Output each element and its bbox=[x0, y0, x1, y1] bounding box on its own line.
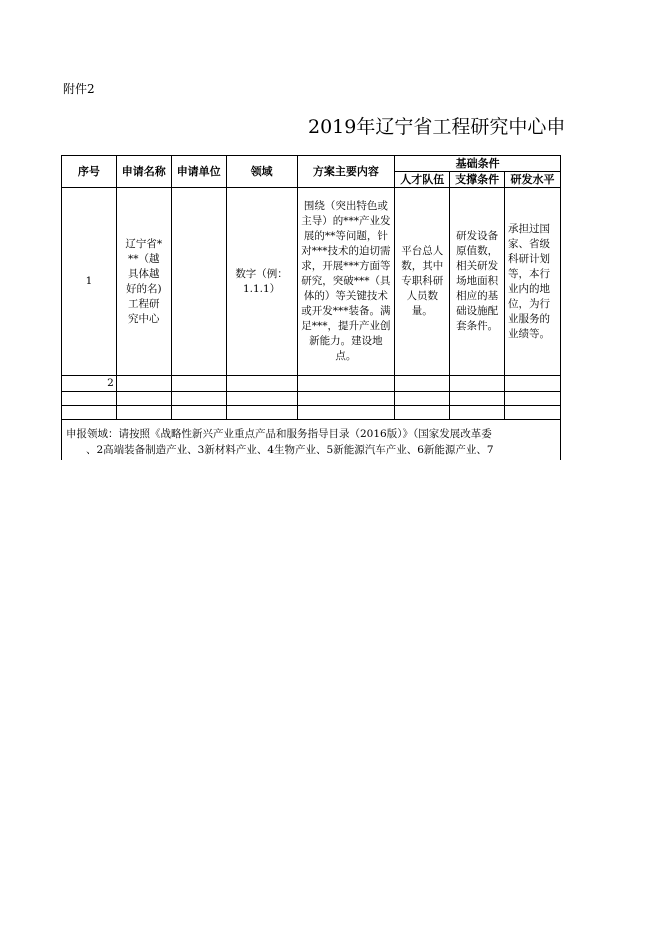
cell-empty[interactable] bbox=[450, 392, 505, 406]
cell-empty[interactable] bbox=[171, 406, 226, 420]
header-name: 申请名称 bbox=[116, 156, 171, 188]
cell-empty[interactable] bbox=[297, 376, 395, 392]
cell-empty[interactable] bbox=[226, 406, 297, 420]
header-seq: 序号 bbox=[62, 156, 117, 188]
cell-unit[interactable] bbox=[171, 188, 226, 376]
header-field: 领域 bbox=[226, 156, 297, 188]
cell-name[interactable]: 辽宁省***（越具体越好的名)工程研究中心 bbox=[116, 188, 171, 376]
cell-empty[interactable] bbox=[171, 392, 226, 406]
header-row-1 bbox=[62, 156, 561, 172]
table-row bbox=[62, 392, 561, 406]
cell-empty[interactable] bbox=[62, 406, 117, 420]
cell-empty[interactable] bbox=[505, 406, 561, 420]
cell-seq[interactable]: 2 bbox=[62, 376, 117, 392]
cell-content[interactable]: 围绕（突出特色或主导）的***产业发展的**等问题，针对***技术的迫切需求，开展***方面等研究，突破***（具体的）等关键技术或开发***装备。满足***，提升产业创新能力。建设地点。 bbox=[297, 188, 395, 376]
cell-empty[interactable] bbox=[505, 376, 561, 392]
cell-research[interactable]: 承担过国家、省级科研计划等，本行业内的地位，为行业服务的业绩等。 bbox=[505, 188, 561, 376]
header-research: 研发水平 bbox=[505, 172, 561, 188]
cell-empty[interactable] bbox=[116, 406, 171, 420]
cell-empty[interactable] bbox=[297, 392, 395, 406]
spreadsheet-view bbox=[61, 155, 561, 460]
table-row bbox=[62, 188, 561, 376]
cell-empty[interactable] bbox=[395, 392, 450, 406]
cell-empty[interactable] bbox=[226, 376, 297, 392]
cell-empty[interactable] bbox=[395, 406, 450, 420]
application-table bbox=[61, 155, 561, 460]
header-content: 方案主要内容 bbox=[297, 156, 395, 188]
cell-empty[interactable] bbox=[171, 376, 226, 392]
cell-empty[interactable] bbox=[226, 392, 297, 406]
table-row bbox=[62, 376, 561, 392]
cell-empty[interactable] bbox=[395, 376, 450, 392]
cell-empty[interactable] bbox=[62, 392, 117, 406]
note-row bbox=[62, 420, 561, 461]
note-line-2: 、2高端装备制造产业、3新材料产业、4生物产业、5新能源汽车产业、6新能源产业、7 bbox=[86, 444, 494, 456]
cell-empty[interactable] bbox=[450, 376, 505, 392]
page-title: 2019年辽宁省工程研究中心申 bbox=[308, 116, 566, 138]
header-talent: 人才队伍 bbox=[395, 172, 450, 188]
cell-empty[interactable] bbox=[450, 406, 505, 420]
cell-empty[interactable] bbox=[116, 392, 171, 406]
cell-support[interactable]: 研发设备原值数，相关研发场地面积相应的基础设施配套条件。 bbox=[450, 188, 505, 376]
cell-empty[interactable] bbox=[116, 376, 171, 392]
cell-empty[interactable] bbox=[297, 406, 395, 420]
cell-empty[interactable] bbox=[505, 392, 561, 406]
cell-field[interactable]: 数字（例：1.1.1） bbox=[226, 188, 297, 376]
header-support: 支撑条件 bbox=[450, 172, 505, 188]
note-cell[interactable] bbox=[62, 420, 561, 461]
attachment-label: 附件2 bbox=[63, 82, 95, 96]
note-line-1: 申报领域：请按照《战略性新兴产业重点产品和服务指导目录（2016版）》（国家发展改革委 bbox=[66, 428, 492, 440]
header-basic-conditions: 基础条件 bbox=[395, 156, 561, 172]
cell-talent[interactable]: 平台总人数，其中专职科研人员数量。 bbox=[395, 188, 450, 376]
header-unit: 申请单位 bbox=[171, 156, 226, 188]
cell-seq[interactable]: 1 bbox=[62, 188, 117, 376]
table-row bbox=[62, 406, 561, 420]
